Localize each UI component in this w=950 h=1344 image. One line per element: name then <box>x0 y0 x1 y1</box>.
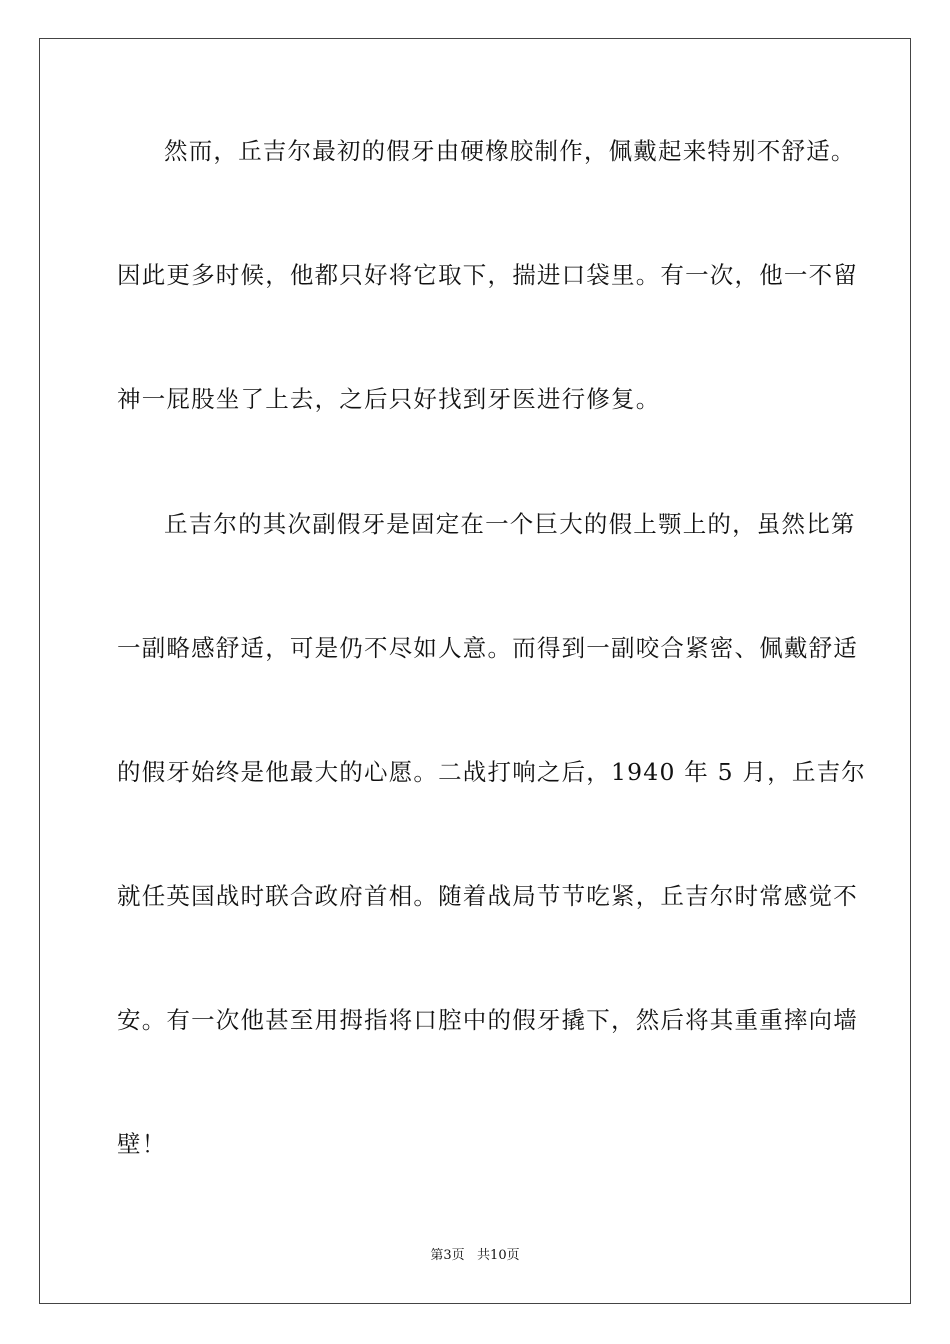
page-footer: 第3页 共10页 <box>430 1248 520 1263</box>
paragraph-2-line-6: 壁！ <box>117 1130 167 1158</box>
paragraph-1-line-2: 因此更多时候，他都只好将它取下，揣进口袋里。有一次，他一不留 <box>117 261 858 289</box>
paragraph-2-line-2: 一副略感舒适，可是仍不尽如人意。而得到一副咬合紧密、佩戴舒适 <box>117 634 858 662</box>
paragraph-2-line-3: 的假牙始终是他最大的心愿。二战打响之后，1940 年 5 月，丘吉尔 <box>117 758 866 786</box>
page-border <box>39 38 911 1304</box>
paragraph-2-line-5: 安。有一次他甚至用拇指将口腔中的假牙撬下，然后将其重重摔向墙 <box>117 1006 858 1034</box>
paragraph-1-line-1: 然而，丘吉尔最初的假牙由硬橡胶制作，佩戴起来特别不舒适。 <box>164 137 856 165</box>
paragraph-2-line-4: 就任英国战时联合政府首相。随着战局节节吃紧，丘吉尔时常感觉不 <box>117 882 858 910</box>
paragraph-1-line-3: 神一屁股坐了上去，之后只好找到牙医进行修复。 <box>117 385 661 413</box>
paragraph-2-line-1: 丘吉尔的其次副假牙是固定在一个巨大的假上颚上的，虽然比第 <box>164 510 856 538</box>
